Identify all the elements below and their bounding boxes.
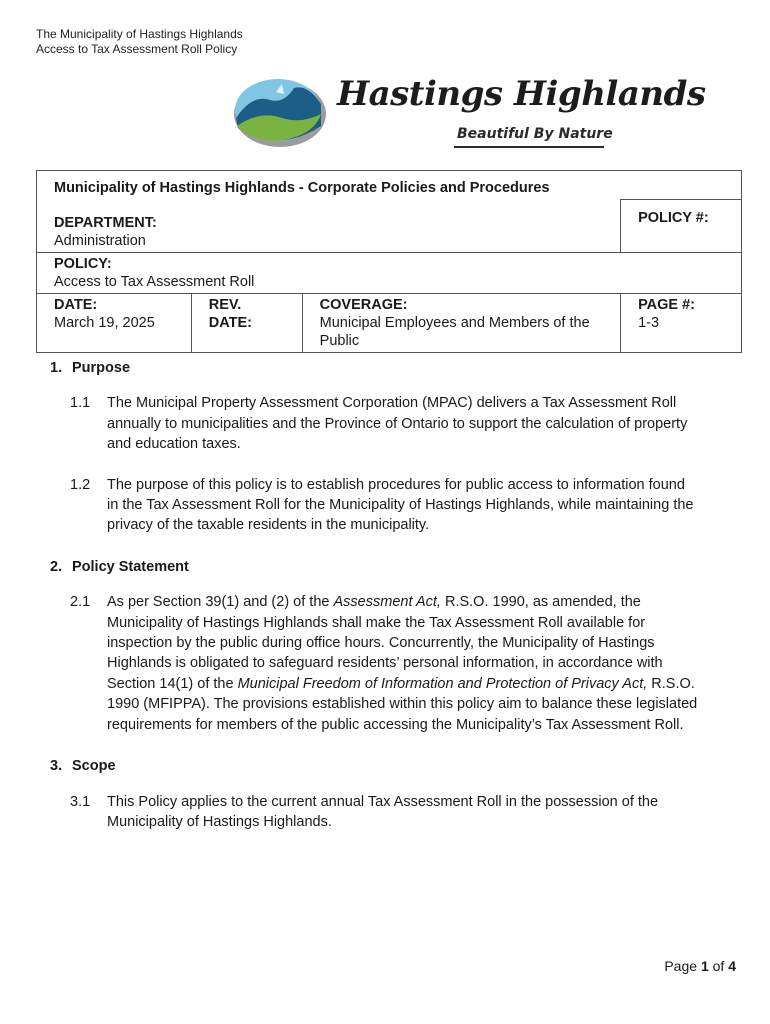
section-heading: 2. Policy Statement <box>50 558 189 575</box>
section-paragraph: 1.1 The Municipal Property Assessment Corporation (MPAC) delivers a Tax Assessment Roll annually to municipalities and the Province of Ontario to support the calculation of property and education taxes. <box>70 395 688 453</box>
paragraph-number: 1.1 <box>70 395 91 412</box>
section-paragraph: 2.1 As per Section 39(1) and (2) of the Assessment Act, R.S.O. 1990, as amended, the Municipality of Hastings Highlands shall make the Tax Assessment Roll available for inspection by the public during office hours. Concurrently, the Municipality of Hastings Highlands is obligated to safeguard residents’ personal information, in accordance with Section 14(1) of the Municipal Freedom of Information and Protection of Privacy Act, R.S.O. 1990 (MFIPPA). The provisions established within this policy aim to balance these legislated requirements for members of the public accessing the Municipality’s Tax Assessment Roll. <box>70 594 698 733</box>
section-paragraph: 3.1 This Policy applies to the current annual Tax Assessment Roll in the possession of the Municipality of Hastings Highlands. <box>70 793 659 830</box>
logo-underline <box>454 146 604 148</box>
page-footer: Page 1 of 4 <box>664 958 736 974</box>
section-paragraph: 1.2 The purpose of this policy is to establish procedures for public access to information found in the Tax Assessment Roll for the Municipality of Hastings Highlands, while maintaining the privacy of the taxable residents in the municipality. <box>70 476 694 534</box>
department-label: DEPARTMENT: <box>54 214 157 231</box>
paragraph-number: 2.1 <box>70 594 91 611</box>
page-number-label: PAGE #: <box>638 296 696 313</box>
rev-date-label: DATE: <box>208 314 252 331</box>
landscape-emblem-icon <box>232 66 332 156</box>
coverage-cell <box>302 293 620 352</box>
policy-body <box>50 358 700 832</box>
rev-date-cell <box>191 293 302 352</box>
coverage-label: COVERAGE: <box>319 296 408 313</box>
hastings-highlands-logo <box>232 66 706 156</box>
header-municipality: The Municipality of Hastings Highlands <box>36 27 243 41</box>
policy-label: POLICY: <box>54 255 112 272</box>
section-heading: 1. Purpose <box>50 360 131 376</box>
page-number-cell <box>621 293 742 352</box>
policy-value: Access to Tax Assessment Roll <box>54 273 255 290</box>
paragraph-number: 1.2 <box>70 476 91 493</box>
page-number-value: 1-3 <box>638 314 660 331</box>
department-value: Administration <box>54 232 146 249</box>
date-cell <box>37 293 192 352</box>
policy-table-heading: Municipality of Hastings Highlands - Corporate Policies and Procedures <box>37 171 742 200</box>
coverage-value: Municipal Employees and Members of the Public <box>319 314 590 349</box>
header-policy-name: Access to Tax Assessment Roll Policy <box>36 42 238 56</box>
logo-wordmark: Hastings Highlands <box>337 74 706 114</box>
date-label: DATE: <box>54 296 98 313</box>
logo-tagline: Beautiful By Nature <box>457 126 613 142</box>
paragraph-number: 3.1 <box>70 793 91 810</box>
running-header <box>36 27 243 57</box>
section-heading: 3. Scope <box>50 758 116 775</box>
rev-label: REV. <box>208 296 242 313</box>
department-cell <box>37 200 621 253</box>
policy-number-label: POLICY #: <box>621 200 742 253</box>
policy-info-table <box>36 170 742 353</box>
date-value: March 19, 2025 <box>54 314 155 331</box>
policy-cell <box>37 252 742 293</box>
